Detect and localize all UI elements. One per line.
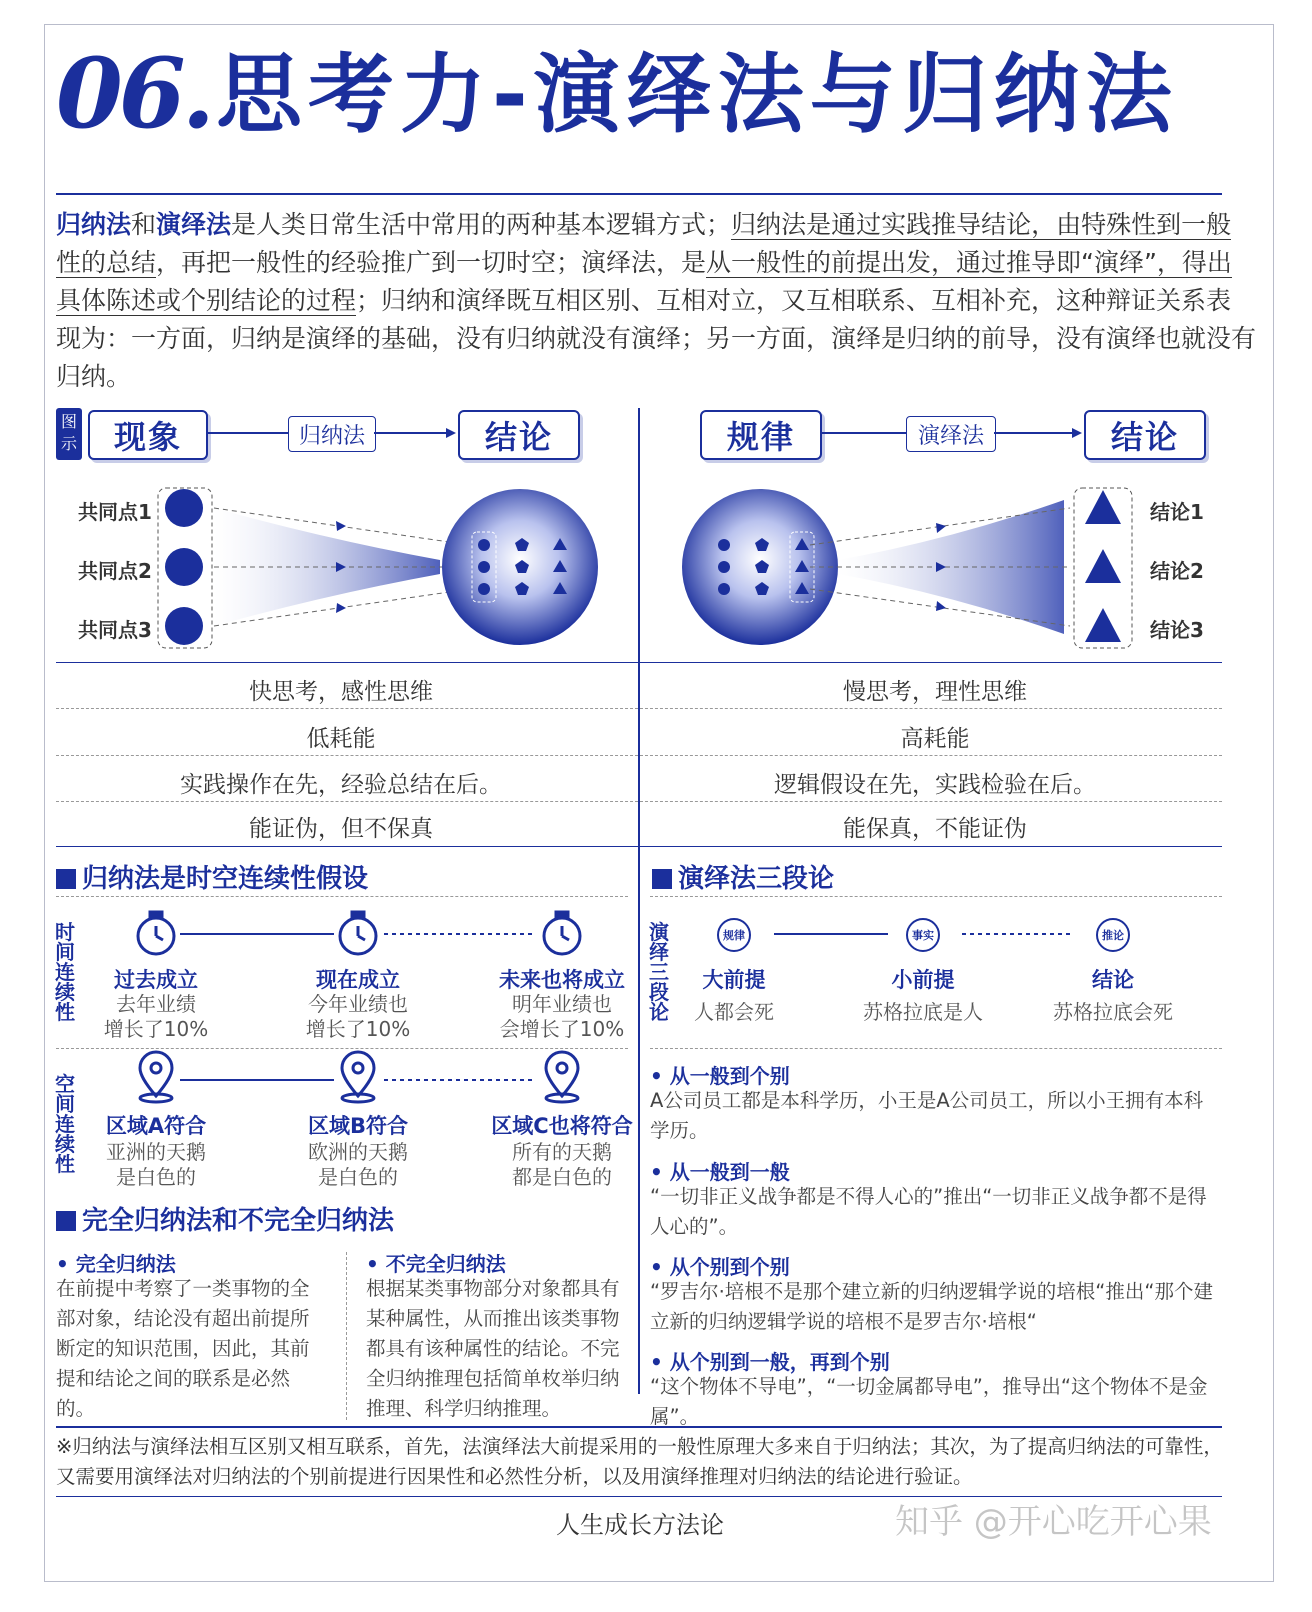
complete-divider: [346, 1252, 347, 1420]
result-3: 结论3: [1150, 618, 1204, 642]
major-premise-title: 大前提: [702, 968, 766, 992]
general-to-general-text: “一切非正义战争都是不得人心的”推出“一切非正义战争都不是得人心的”。: [650, 1185, 1207, 1238]
particular-general-particular-text: “这个物体不导电”，“一切金属都导电”，推导出“这个物体不是金属”。: [650, 1375, 1208, 1428]
compare-left-2: 低耗能: [306, 726, 376, 752]
common-point-1: 共同点1: [78, 500, 152, 524]
fact-icon: 事实: [906, 918, 940, 952]
time-future-line2: 会增长了10%: [499, 1017, 625, 1041]
incomplete-induction-text: 根据某类事物部分对象都具有某种属性，从而推出该类事物都具有该种属性的结论。不完全归纳推理包括简单枚举归纳推理、科学归纳推理。: [366, 1277, 620, 1420]
inference-icon: 推论: [1096, 918, 1130, 952]
space-c-line1: 所有的天鹅: [512, 1140, 612, 1164]
time-past-title: 过去成立: [114, 968, 198, 992]
common-point-2: 共同点2: [78, 559, 152, 583]
particular-general-particular-head: • 从个别到一般，再到个别: [650, 1350, 890, 1374]
general-to-particular-text: A公司员工都是本科学历，小王是A公司员工，所以小王拥有本科学历。: [650, 1089, 1204, 1142]
time-future-title: 未来也将成立: [499, 968, 625, 992]
time-present-title: 现在成立: [316, 968, 400, 992]
space-b-title: 区域B符合: [307, 1114, 408, 1138]
compare-right-3: 逻辑假设在先，实践检验在后。: [774, 772, 1096, 798]
complete-section-title: 完全归纳法和不完全归纳法: [56, 1200, 394, 1237]
law-icon: 规律: [717, 918, 751, 952]
title-number: 06.: [56, 37, 212, 150]
compare-left-3: 实践操作在先，经验总结在后。: [180, 772, 502, 798]
conclusion-box-right: 结论: [1084, 410, 1206, 460]
compare-right-4: 能保真，不能证伪: [843, 816, 1027, 842]
section-divider: [650, 896, 1222, 897]
space-a-line2: 是白色的: [116, 1165, 196, 1189]
general-to-general-head: • 从一般到一般: [650, 1160, 790, 1184]
section-divider: [56, 1048, 628, 1049]
time-past-line1: 去年业绩: [116, 992, 196, 1016]
footnote: ※归纳法与演绎法相互区别又相互联系，首先，法演绎法大前提采用的一般性原理大多来自于归纳法；其次，为了提高归纳法的可靠性，又需要用演绎法对归纳法的个别前提进行因果性和必然性分析，以及用演绎推理对归纳法的结论进行验证。: [56, 1435, 1223, 1488]
time-past-line2: 增长了10%: [103, 1017, 209, 1041]
general-to-particular-head: • 从一般到个别: [650, 1064, 790, 1088]
intro-paragraph: 归纳法和演绎法是人类日常生活中常用的两种基本逻辑方式；归纳法是通过实践推导结论，由特殊性到一般性的总结，再把一般性的经验推广到一切时空；演绎法，是从一般性的前提出发，通过推导即“演绎”，得出具体陈述或个别结论的过程；归纳和演绎既互相区别、互相对立，又互相联系、互相补充，这种辩证关系表现为：一方面，归纳是演绎的基础，没有归纳就没有演绎；另一方面，演绎是归纳的前导，没有演绎也就没有归纳。: [56, 210, 1257, 391]
major-premise-text: 人都会死: [694, 1000, 774, 1024]
complete-induction-head: • 完全归纳法: [56, 1252, 176, 1276]
common-point-3: 共同点3: [78, 618, 152, 642]
law-box: 规律: [700, 410, 822, 460]
minor-premise-text: 苏格拉底是人: [863, 1000, 983, 1024]
syllogism-vertical-label: 演绎三段论: [649, 920, 669, 1024]
space-b-line2: 是白色的: [318, 1165, 398, 1189]
time-future-line1: 明年业绩也: [512, 992, 612, 1016]
section-divider: [650, 1048, 1222, 1049]
time-present-line1: 今年业绩也: [308, 992, 408, 1016]
space-a-title: 区域A符合: [105, 1114, 207, 1138]
result-2: 结论2: [1150, 559, 1204, 583]
syllogism-section-title: 演绎法三段论: [652, 858, 834, 895]
space-b-line1: 欧洲的天鹅: [308, 1140, 408, 1164]
induction-arrow-label: 归纳法: [288, 416, 376, 452]
diagram-tag: 图示: [56, 408, 82, 460]
conclusion-text: 苏格拉底会死: [1053, 1000, 1173, 1024]
result-1: 结论1: [1150, 500, 1204, 524]
conclusion-title: 结论: [1092, 968, 1134, 992]
compare-right-2: 高耗能: [900, 726, 970, 752]
minor-premise-title: 小前提: [891, 968, 955, 992]
phenomenon-box: 现象: [88, 410, 208, 460]
complete-induction-text: 在前提中考察了一类事物的全部对象，结论没有超出前提所断定的知识范围，因此，其前提和结论之间的联系是必然的。: [56, 1277, 310, 1420]
space-continuity-label: 空间连续性: [55, 1072, 75, 1176]
watermark: 知乎 @开心吃开心果: [895, 1502, 1212, 1542]
incomplete-induction-head: • 不完全归纳法: [366, 1252, 506, 1276]
space-a-line1: 亚洲的天鹅: [106, 1140, 206, 1164]
compare-left-4: 能证伪，但不保真: [249, 816, 433, 842]
space-c-line2: 都是白色的: [512, 1165, 612, 1189]
brand-footer: 人生成长方法论: [556, 1511, 724, 1539]
footnote-top-line: [56, 1426, 1222, 1428]
compare-right-1: 慢思考，理性思维: [843, 679, 1027, 705]
time-present-line2: 增长了10%: [305, 1017, 411, 1041]
time-continuity-label: 时间连续性: [55, 920, 75, 1024]
compare-left-1: 快思考，感性思维: [249, 679, 433, 705]
induction-section-title: 归纳法是时空连续性假设: [56, 858, 368, 895]
page-title: 思考力-演绎法与归纳法: [216, 45, 1178, 145]
particular-to-particular-head: • 从个别到个别: [650, 1255, 790, 1279]
particular-to-particular-text: “罗吉尔·培根不是那个建立新的归纳逻辑学说的培根“推出“那个建立新的归纳逻辑学说的培根不是罗吉尔·培根“: [650, 1280, 1214, 1333]
deduction-arrow-label: 演绎法: [906, 416, 996, 452]
conclusion-box-left: 结论: [458, 410, 580, 460]
space-c-title: 区域C也将符合: [491, 1114, 633, 1138]
